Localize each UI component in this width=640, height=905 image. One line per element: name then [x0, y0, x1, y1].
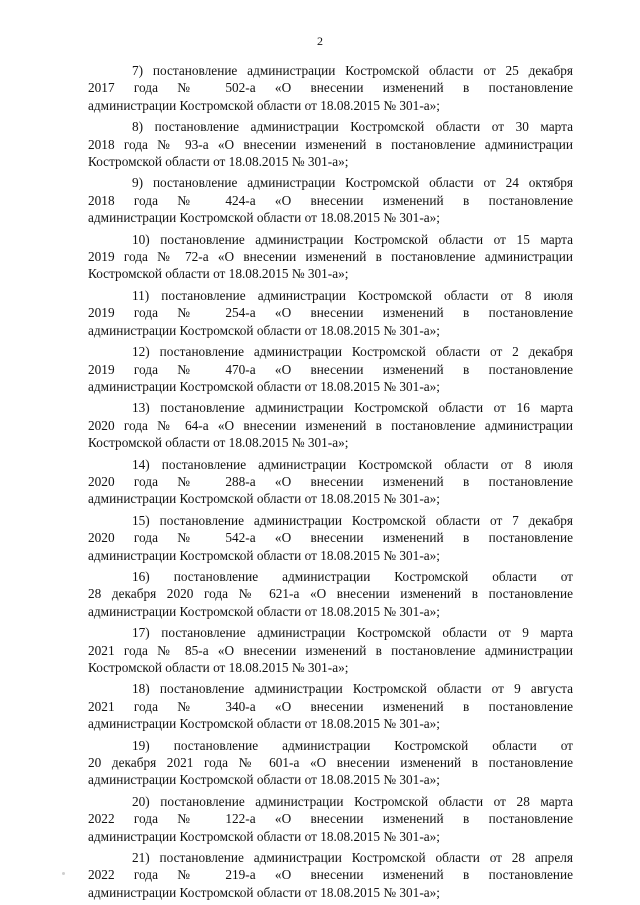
item-line: 17) постановление администрации Костромской области от 9 марта: [132, 625, 573, 641]
list-item: [88, 680, 573, 732]
list-item: [88, 512, 573, 564]
item-line: 11) постановление администрации Костромской области от 8 июля: [132, 287, 573, 303]
item-line: 2022 года № 219-а «О внесении изменений в постановление: [88, 867, 573, 883]
item-line: 2017 года № 502-а «О внесении изменений в постановление: [88, 80, 573, 96]
list-item: [88, 174, 573, 226]
item-line: 21) постановление администрации Костромской области от 28 апреля: [132, 850, 573, 866]
scan-artifact: [62, 872, 65, 875]
item-line: администрации Костромской области от 18.08.2015 № 301-а»;: [88, 772, 440, 788]
item-line: администрации Костромской области от 18.08.2015 № 301-а»;: [88, 603, 440, 619]
item-line: администрации Костромской области от 18.08.2015 № 301-а»;: [88, 547, 440, 563]
amendment-list: [88, 62, 573, 905]
item-line: 2021 года № 85-а «О внесении изменений в постановление администрации: [88, 642, 573, 658]
item-line: 10) постановление администрации Костромской области от 15 марта: [132, 231, 573, 247]
item-line: 2020 года № 64-а «О внесении изменений в постановление администрации: [88, 417, 573, 433]
list-item: [88, 399, 573, 451]
item-line: 14) постановление администрации Костромской области от 8 июля: [132, 456, 573, 472]
list-item: [88, 118, 573, 170]
list-item: [88, 456, 573, 508]
item-line: администрации Костромской области от 18.08.2015 № 301-а»;: [88, 716, 440, 732]
item-line: 2020 года № 542-а «О внесении изменений в постановление: [88, 530, 573, 546]
item-line: Костромской области от 18.08.2015 № 301-а»;: [88, 154, 349, 170]
page-number: 2: [317, 34, 323, 48]
item-line: администрации Костромской области от 18.08.2015 № 301-а»;: [88, 210, 440, 226]
item-line: 20) постановление администрации Костромской области от 28 марта: [132, 793, 573, 809]
item-line: 7) постановление администрации Костромской области от 25 декабря: [132, 63, 573, 78]
item-line: 19) постановление администрации Костромской области от: [132, 737, 573, 753]
list-item: [88, 793, 573, 845]
item-line: администрации Костромской области от 18.08.2015 № 301-а»;: [88, 491, 440, 507]
item-line: 9) постановление администрации Костромской области от 24 октября: [132, 175, 573, 191]
item-line: 2018 года № 424-а «О внесении изменений в постановление: [88, 192, 573, 208]
item-line: 8) постановление администрации Костромской области от 30 марта: [132, 119, 573, 135]
list-item: [88, 737, 573, 789]
item-line: 18) постановление администрации Костромской области от 9 августа: [132, 681, 573, 697]
item-line: администрации Костромской области от 18.08.2015 № 301-а»;: [88, 322, 440, 338]
item-line: 2022 года № 122-а «О внесении изменений в постановление: [88, 811, 573, 827]
item-line: 16) постановление администрации Костромской области от: [132, 568, 573, 584]
item-line: 2020 года № 288-а «О внесении изменений в постановление: [88, 473, 573, 489]
item-line: администрации Костромской области от 18.08.2015 № 301-а»;: [88, 378, 440, 394]
item-line: 28 декабря 2020 года № 621-а «О внесении изменений в постановление: [88, 586, 573, 602]
item-line: 20 декабря 2021 года № 601-а «О внесении изменений в постановление: [88, 755, 573, 771]
item-line: 2021 года № 340-а «О внесении изменений в постановление: [88, 698, 573, 714]
item-line: 2018 года № 93-а «О внесении изменений в постановление администрации: [88, 136, 573, 152]
item-line: администрации Костромской области от 18.08.2015 № 301-а»;: [88, 97, 440, 113]
item-line: 2019 года № 254-а «О внесении изменений в постановление: [88, 305, 573, 321]
item-line: администрации Костромской области от 18.08.2015 № 301-а»;: [88, 828, 440, 844]
list-item: [88, 568, 573, 620]
item-line: 2019 года № 470-а «О внесении изменений в постановление: [88, 361, 573, 377]
item-line: 2019 года № 72-а «О внесении изменений в постановление администрации: [88, 249, 573, 265]
item-line: 13) постановление администрации Костромской области от 16 марта: [132, 400, 573, 416]
list-item: [88, 343, 573, 395]
item-line: администрации Костромской области от 18.08.2015 № 301-а»;: [88, 884, 440, 900]
list-item: [88, 62, 573, 114]
list-item: [88, 849, 573, 901]
list-item: [88, 231, 573, 283]
item-line: Костромской области от 18.08.2015 № 301-а»;: [88, 660, 349, 675]
list-item: [88, 624, 573, 676]
item-line: 15) постановление администрации Костромской области от 7 декабря: [132, 512, 573, 528]
item-line: Костромской области от 18.08.2015 № 301-а»;: [88, 435, 349, 451]
item-line: 12) постановление администрации Костромской области от 2 декабря: [132, 344, 573, 360]
list-item: [88, 287, 573, 339]
item-line: Костромской области от 18.08.2015 № 301-а»;: [88, 266, 349, 282]
